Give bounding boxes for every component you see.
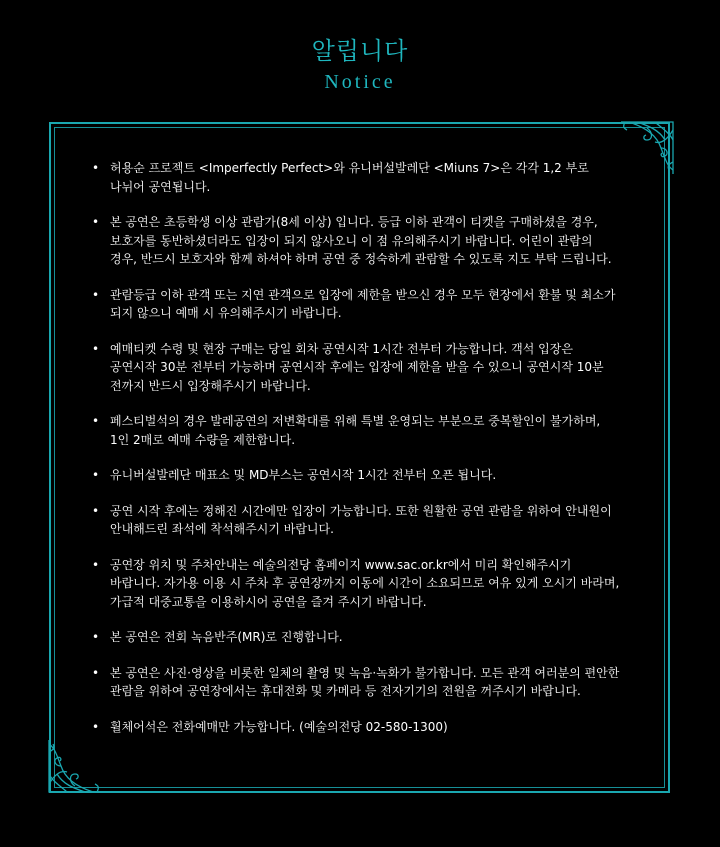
page-subtitle: Notice bbox=[324, 71, 396, 93]
notice-text: 유니버설발레단 매표소 및 MD부스는 공연시작 1시간 전부터 오픈 됩니다. bbox=[110, 468, 497, 482]
list-item bbox=[92, 628, 620, 647]
bullet-icon: • bbox=[92, 215, 100, 229]
bullet-icon: • bbox=[92, 630, 100, 644]
bullet-icon: • bbox=[92, 161, 100, 175]
list-item bbox=[92, 159, 620, 196]
bullet-icon: • bbox=[92, 468, 100, 482]
list-item bbox=[92, 556, 620, 612]
notice-text: 휠체어석은 전화예매만 가능합니다. (예술의전당 02-580-1300) bbox=[110, 719, 448, 734]
list-item bbox=[92, 286, 620, 323]
notice-text: 관람등급 이하 관객 또는 지연 관객으로 입장에 제한을 받으신 경우 모두 현장에서 환불 및 최소가 되지 않으니 예매 시 유의해주시기 바랍니다. bbox=[110, 287, 616, 320]
bullet-icon: • bbox=[92, 341, 100, 356]
bullet-icon: • bbox=[92, 414, 100, 428]
bullet-icon: • bbox=[92, 503, 100, 518]
list-item bbox=[92, 718, 620, 737]
list-item bbox=[92, 412, 620, 449]
bullet-icon: • bbox=[92, 557, 100, 572]
bullet-icon: • bbox=[92, 719, 100, 734]
notice-text: 공연장 위치 및 주차안내는 예술의전당 홈페이지 www.sac.or.kr에서 미리 확인해주시기 바랍니다. 자가용 이용 시 주차 후 공연장까지 이동에 시간이 소요되므로 여유 있게 오시기 바라며, 가급적 대중교통을 이용하시어 공연을 즐겨 주시기 바랍니다. bbox=[110, 557, 620, 609]
notice-list bbox=[92, 159, 620, 753]
corner-flourish-icon bbox=[617, 118, 677, 178]
notice-text: 공연 시작 후에는 정해진 시간에만 입장이 가능합니다. 또한 원활한 공연 관람을 위하여 안내원이 안내해드린 좌석에 착석해주시기 바랍니다. bbox=[110, 503, 612, 536]
notice-text: 본 공연은 전회 녹음반주(MR)로 진행합니다. bbox=[110, 630, 343, 644]
notice-text: 페스티벌석의 경우 발레공연의 저변확대를 위해 특별 운영되는 부분으로 중복할인이 불가하며, 1인 2매로 예매 수량을 제한합니다. bbox=[110, 414, 601, 447]
list-item bbox=[92, 213, 620, 269]
list-item bbox=[92, 466, 620, 485]
notice-text: 본 공연은 초등학생 이상 관람가(8세 이상) 입니다. 등급 이하 관객이 티켓을 구매하셨을 경우, 보호자를 동반하셨더라도 입장이 되지 않사오니 이 점 유의해주시기 바랍니다. 어린이 관람의 경우, 반드시 보호자와 함께 하셔야 하며 공연 중 정숙하게 관람할 수 있도록 지도 부탁 드립니다. bbox=[110, 215, 612, 266]
notice-text: 허용순 프로젝트 <Imperfectly Perfect>와 유니버설발레단 <Miuns 7>은 각각 1,2 부로 나뉘어 공연됩니다. bbox=[110, 161, 589, 194]
page-title: 알립니다 bbox=[311, 37, 409, 65]
notice-text: 본 공연은 사진·영상을 비롯한 일체의 촬영 및 녹음·녹화가 불가합니다. 모든 관객 여러분의 편안한 관람을 위하여 공연장에서는 휴대전화 및 카메라 등 전자기기의 전원을 꺼주시기 바랍니다. bbox=[110, 665, 620, 698]
list-item bbox=[92, 664, 620, 701]
list-item bbox=[92, 502, 620, 539]
bullet-icon: • bbox=[92, 665, 100, 680]
bullet-icon: • bbox=[92, 287, 100, 302]
list-item bbox=[92, 340, 620, 396]
notice-text: 예매티켓 수령 및 현장 구매는 당일 회차 공연시작 1시간 전부터 가능합니다. 객석 입장은 공연시작 30분 전부터 가능하며 공연시작 후에는 입장에 제한을 받을 수 있으니 공연시작 10분 전까지 반드시 입장해주시기 바랍니다. bbox=[110, 341, 604, 393]
